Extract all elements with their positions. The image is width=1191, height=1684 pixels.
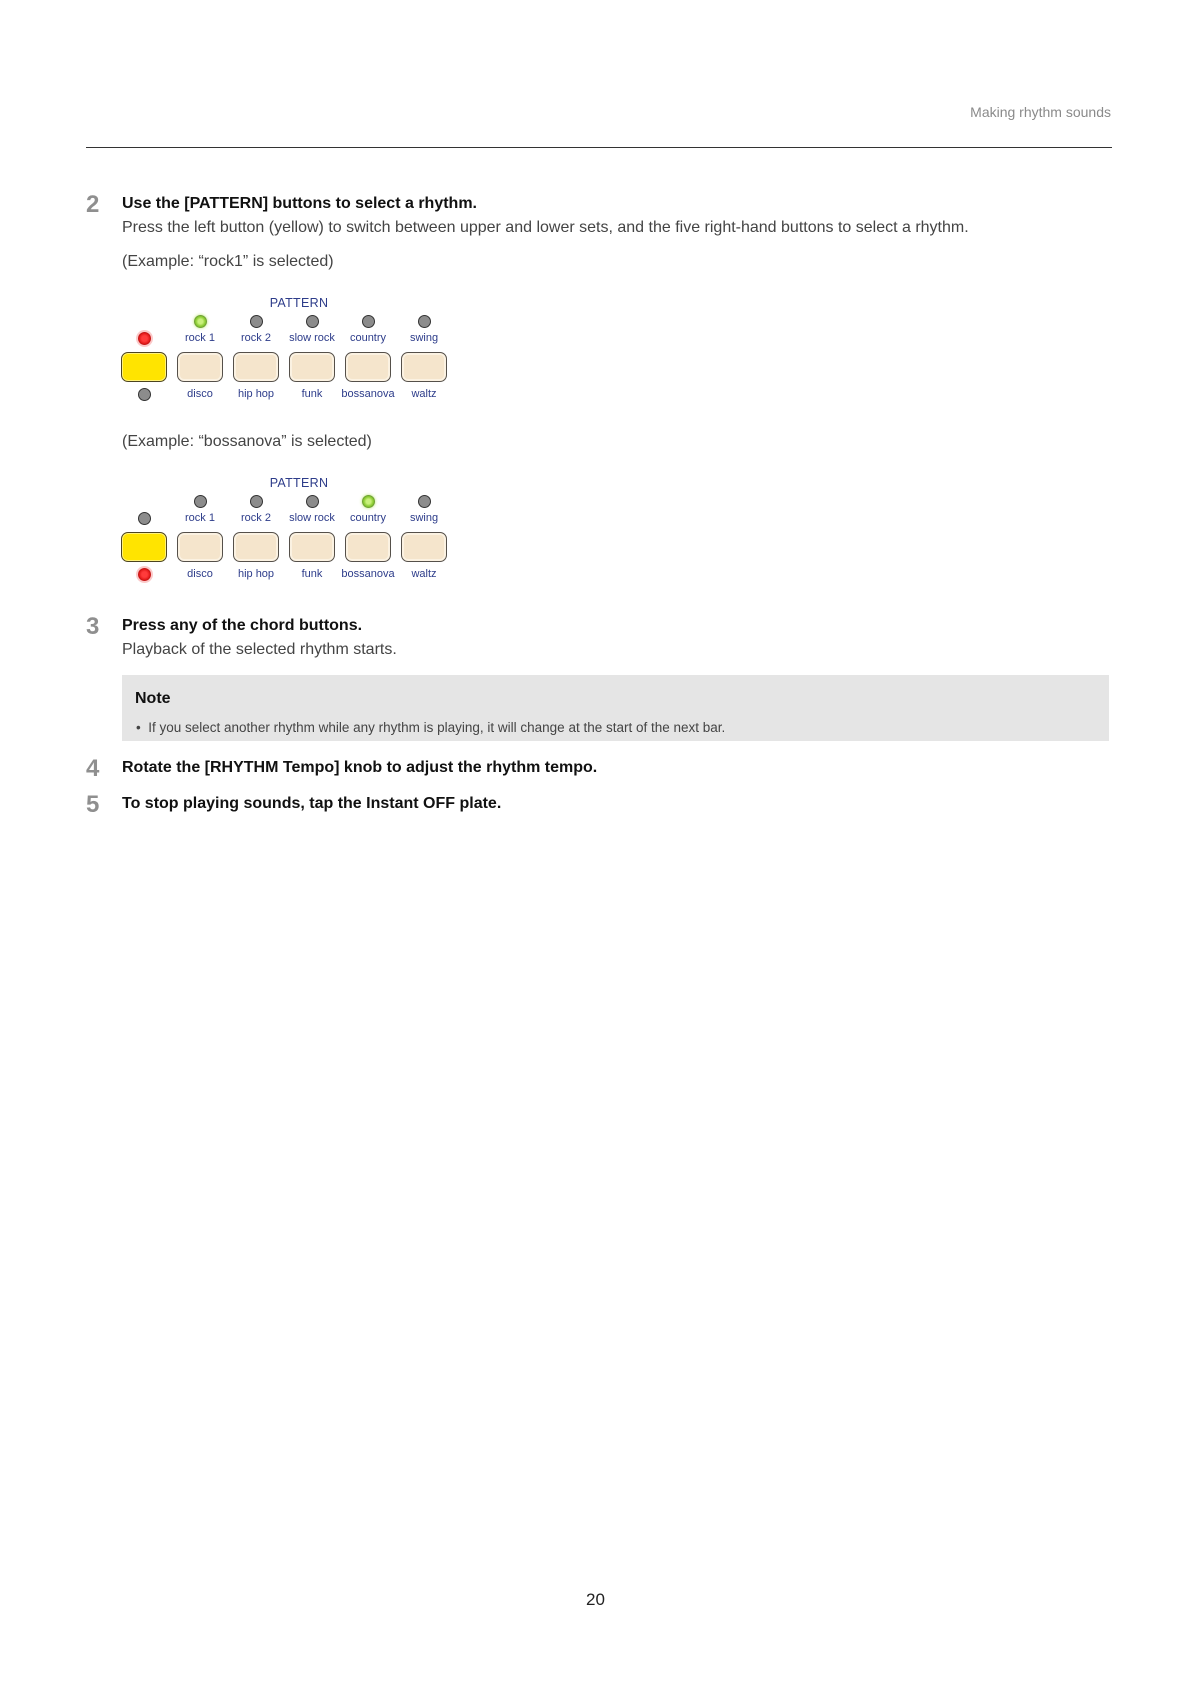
pattern-led-icon: [362, 495, 375, 508]
running-header: Making rhythm sounds: [970, 104, 1111, 120]
upper-rhythm-label: country: [349, 332, 387, 344]
upper-rhythm-label: rock 2: [241, 512, 271, 524]
pattern-led-icon: [194, 495, 207, 508]
pattern-led-icon: [306, 495, 319, 508]
step-title: Use the [PATTERN] buttons to select a rhythm.: [122, 195, 477, 212]
note-box: [122, 675, 1109, 741]
pattern-button[interactable]: [345, 532, 391, 562]
set-toggle-button[interactable]: [121, 352, 167, 382]
step-number: 4: [86, 755, 100, 782]
step-number: 5: [86, 791, 100, 818]
set-lower-led-icon: [138, 568, 151, 581]
pattern-button[interactable]: [401, 532, 447, 562]
step-description: Playback of the selected rhythm starts.: [122, 641, 397, 658]
pattern-button[interactable]: [177, 352, 223, 382]
lower-rhythm-label: waltz: [411, 388, 437, 400]
pattern-button[interactable]: [401, 352, 447, 382]
example-caption-bossanova: (Example: “bossanova” is selected): [122, 433, 372, 450]
step-title: To stop playing sounds, tap the Instant OFF plate.: [122, 795, 502, 812]
pattern-led-icon: [306, 315, 319, 328]
pattern-led-icon: [250, 495, 263, 508]
step-number: 2: [86, 191, 100, 218]
pattern-panel-example-1: [122, 296, 472, 411]
pattern-button[interactable]: [233, 532, 279, 562]
pattern-led-icon: [194, 315, 207, 328]
note-item: [136, 720, 725, 735]
lower-rhythm-label: disco: [187, 388, 213, 400]
upper-rhythm-label: swing: [409, 332, 439, 344]
step-description: Press the left button (yellow) to switch between upper and lower sets, and the five right-hand buttons to select a rhythm.: [122, 219, 969, 236]
lower-rhythm-label: funk: [301, 568, 323, 580]
set-upper-led-icon: [138, 512, 151, 525]
lower-rhythm-label: bossanova: [341, 388, 395, 400]
pattern-button[interactable]: [289, 352, 335, 382]
header-divider: [86, 147, 1112, 148]
pattern-heading: PATTERN: [269, 476, 329, 490]
set-lower-led-icon: [138, 388, 151, 401]
pattern-heading: PATTERN: [269, 296, 329, 310]
lower-rhythm-label: bossanova: [341, 568, 395, 580]
upper-rhythm-label: country: [349, 512, 387, 524]
lower-rhythm-label: hip hop: [237, 388, 275, 400]
lower-rhythm-label: hip hop: [237, 568, 275, 580]
upper-rhythm-label: slow rock: [289, 512, 335, 524]
set-toggle-button[interactable]: [121, 532, 167, 562]
step-title: Rotate the [RHYTHM Tempo] knob to adjust the rhythm tempo.: [122, 759, 598, 776]
example-caption-rock1: (Example: “rock1” is selected): [122, 253, 334, 270]
bullet-marker: •: [136, 720, 141, 735]
note-text: If you select another rhythm while any rhythm is playing, it will change at the start of the next bar.: [148, 720, 726, 735]
pattern-led-icon: [250, 315, 263, 328]
pattern-button[interactable]: [345, 352, 391, 382]
set-upper-led-icon: [138, 332, 151, 345]
upper-rhythm-label: rock 1: [185, 512, 215, 524]
pattern-button[interactable]: [177, 532, 223, 562]
pattern-led-icon: [418, 315, 431, 328]
lower-rhythm-label: funk: [301, 388, 323, 400]
page-number: 20: [586, 1590, 605, 1609]
lower-rhythm-label: waltz: [411, 568, 437, 580]
pattern-led-icon: [362, 315, 375, 328]
pattern-button[interactable]: [233, 352, 279, 382]
lower-rhythm-label: disco: [187, 568, 213, 580]
step-title: Press any of the chord buttons.: [122, 617, 363, 634]
pattern-button[interactable]: [289, 532, 335, 562]
upper-rhythm-label: rock 2: [241, 332, 271, 344]
pattern-led-icon: [418, 495, 431, 508]
upper-rhythm-label: swing: [409, 512, 439, 524]
upper-rhythm-label: slow rock: [289, 332, 335, 344]
note-title: Note: [135, 690, 171, 707]
upper-rhythm-label: rock 1: [185, 332, 215, 344]
step-number: 3: [86, 613, 100, 640]
pattern-panel-example-2: [122, 476, 472, 591]
